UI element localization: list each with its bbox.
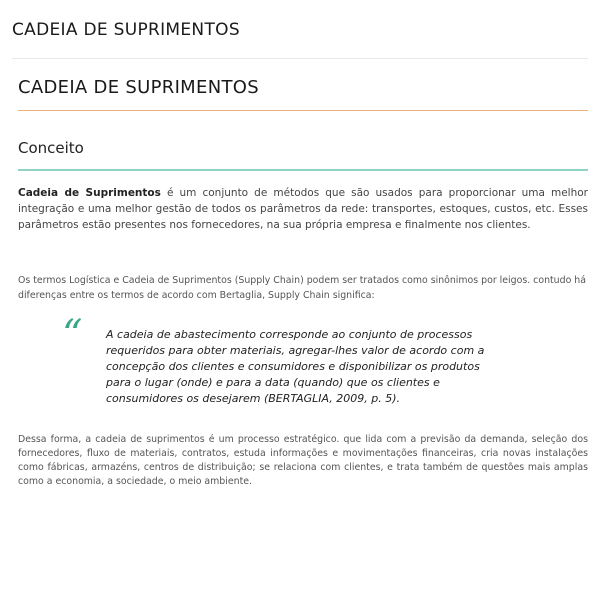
section-title: Conceito — [18, 139, 84, 157]
citation-quote — [18, 312, 496, 407]
title-underline — [18, 110, 588, 111]
site-title: CADEIA DE SUPRIMENTOS — [12, 20, 240, 40]
intro-term: Cadeia de Suprimentos — [18, 187, 161, 199]
quote-text: A cadeia de abastecimento corresponde ao conjunto de processos requeridos para obter materiais, agregar-lhes valor de acordo com a concepção dos clientes e consumidores e disponibilizar os produtos para o lugar (onde) e para a data (quando) que os clientes e consumidores os desejarem (BERTAGLIA, 2009, p. 5). — [106, 328, 485, 405]
quote-mark-icon: “ — [62, 312, 83, 358]
page-title: CADEIA DE SUPRIMENTOS — [18, 77, 259, 98]
header-divider — [12, 58, 588, 59]
intro-paragraph — [18, 185, 588, 233]
article — [0, 77, 600, 489]
conclusion-paragraph: Dessa forma, a cadeia de suprimentos é um processo estratégico. que lida com a previsão da demanda, seleção dos fornecedores, fluxo de materiais, contratos, estuda informações e movimentações financeiras, cria novas instalações como fábricas, armazéns, centros de distribuição; se relaciona com clientes, e trata também de questões mais amplas como a economia, a sociedade, o meio ambiente. — [18, 434, 588, 487]
terms-paragraph: Os termos Logística e Cadeia de Suprimentos (Supply Chain) podem ser tratados como sinônimos por leigos. contudo há diferenças entre os termos de acordo com Bertaglia, Supply Chain significa: — [18, 275, 586, 301]
intro-text: é um conjunto de métodos que são usados para proporcionar uma melhor integração e uma melhor gestão de todos os parâmetros da rede: transportes, estoques, custos, etc. Esses parâmetros estão presentes nos fornecedores, na sua própria empresa e finalmente nos clientes. — [18, 187, 588, 231]
section-underline — [18, 169, 588, 171]
